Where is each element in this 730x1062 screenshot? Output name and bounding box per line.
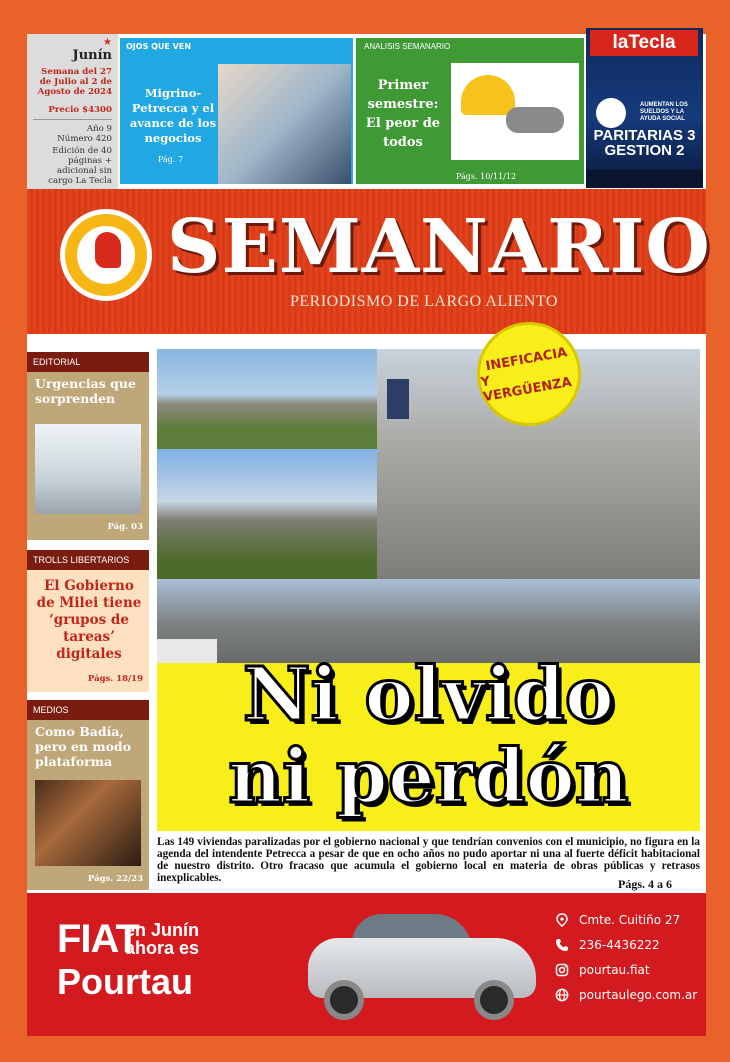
teaser-title: Primer semestre: El peor de todos xyxy=(365,78,441,150)
section-page: Págs. 18/19 xyxy=(87,674,143,684)
contact-phone[interactable] xyxy=(555,938,660,952)
star-icon: ★ xyxy=(103,37,112,48)
contact-instagram[interactable] xyxy=(555,963,650,977)
teaser-photo xyxy=(218,64,351,184)
badge-line1: INEFICACIA xyxy=(484,344,569,374)
ad-tagline-line1: en Junín xyxy=(125,920,200,940)
main-headline-line1: Ni olvido xyxy=(242,652,615,738)
teaser-la-tecla-cover[interactable] xyxy=(586,28,703,188)
helmet-icon xyxy=(461,75,515,115)
soccer-ball-icon xyxy=(596,98,626,128)
teaser-page: Págs. 10/11/12 xyxy=(456,172,517,181)
semanario-logo-icon xyxy=(60,209,152,301)
contact-instagram-text: pourtau.fiat xyxy=(579,963,650,977)
ad-tagline xyxy=(125,921,199,957)
section-page: Págs. 22/23 xyxy=(87,874,143,884)
sidebar-medios[interactable] xyxy=(27,700,149,890)
main-headline-line2: ni perdón xyxy=(228,734,629,820)
cover-footer xyxy=(586,170,703,188)
section-page: Pág. 03 xyxy=(107,522,143,532)
divider xyxy=(33,119,112,120)
helmet-image xyxy=(451,63,579,160)
editorial-photo xyxy=(35,424,141,514)
teaser-section-label: OJOS QUE VEN xyxy=(126,42,192,51)
contact-address[interactable] xyxy=(555,913,680,927)
section-label: EDITORIAL xyxy=(27,352,149,372)
car-image xyxy=(302,908,542,1020)
phone-icon xyxy=(555,938,569,952)
section-title: Urgencias que sorprenden xyxy=(35,376,136,406)
sidebar-trolls-libertarios[interactable] xyxy=(27,550,149,692)
issue-price: Precio $4300 xyxy=(48,105,112,115)
masthead xyxy=(27,189,711,334)
badge-line2: Y VERGÜENZA xyxy=(479,373,573,405)
issue-edition: Edición de 40 páginas + adicional sin cargo La Tecla xyxy=(48,146,112,186)
pourtau-logo: Pourtau xyxy=(57,961,194,1002)
issue-week: Semana del 27 de Julio al 2 de Agosto de 2024 xyxy=(37,67,112,97)
car-wheel xyxy=(474,980,514,1020)
cover-kicker: AUMENTAN LOS SUELDOS Y LA AYUDA SOCIAL xyxy=(640,102,688,122)
contact-phone-text: 236-4436222 xyxy=(579,938,660,952)
issue-number: Número 420 xyxy=(57,134,112,144)
section-label: TROLLS LIBERTARIOS xyxy=(27,550,149,570)
teaser-analisis[interactable] xyxy=(356,38,584,184)
location-icon xyxy=(555,913,569,927)
teaser-page: Pág. 7 xyxy=(158,155,184,164)
photo-houses-field xyxy=(157,349,377,449)
contact-address-text: Cmte. Cuitiño 27 xyxy=(579,913,681,927)
teaser-title: Migrino-Petrecca y el avance de los negocios xyxy=(129,86,217,145)
main-story-caption: Las 149 viviendas paralizadas por el gobierno nacional y que tendrían convenios con el municipio, no figura en la agenda del intendente Petrecca a pesar de que en ocho años no pudo aportar ni una al fuerte déficit habitacional de nuestro distrito. Otro fracaso que acumula el gobierno local en materia de obras públicas y retrasos inexplicables. xyxy=(157,836,700,884)
section-label: MEDIOS xyxy=(27,700,149,720)
medios-photo xyxy=(35,780,141,866)
section-title: Como Badía, pero en modo plataforma xyxy=(35,724,132,769)
street-sign-icon xyxy=(387,379,409,419)
ad-tagline-line2: ahora es xyxy=(125,938,200,958)
newspaper-title: SEMANARIO xyxy=(167,204,711,290)
globe-icon xyxy=(555,988,569,1002)
main-story-page: Págs. 4 a 6 xyxy=(618,877,672,891)
photo-houses-grass xyxy=(157,449,377,579)
contact-website[interactable] xyxy=(555,988,697,1002)
gloves-icon xyxy=(506,107,564,133)
newspaper-tagline: PERIODISMO DE LARGO ALIENTO xyxy=(290,293,558,310)
main-story-photo[interactable] xyxy=(157,349,700,831)
section-title: El Gobierno de Milei tiene ‘grupos de tareas’ digitales xyxy=(36,578,142,662)
cover-headline: PARITARIAS 3 GESTION 2 xyxy=(593,127,696,159)
logo-figure xyxy=(77,226,135,284)
contact-website-text: pourtaulego.com.ar xyxy=(579,988,698,1002)
car-wheel xyxy=(324,980,364,1020)
city-name: Junín xyxy=(72,48,112,63)
sidebar-editorial[interactable] xyxy=(27,352,149,540)
fiat-logo: FIAT xyxy=(57,917,139,961)
teaser-section-label: ANALISIS SEMANARIO xyxy=(364,42,451,51)
instagram-icon xyxy=(555,963,569,977)
teaser-ojos-que-ven[interactable] xyxy=(120,38,353,184)
la-tecla-logo: laTecla xyxy=(590,30,698,56)
fiat-pourtau-ad[interactable] xyxy=(27,893,706,1036)
issue-year: Año 9 xyxy=(86,124,112,134)
